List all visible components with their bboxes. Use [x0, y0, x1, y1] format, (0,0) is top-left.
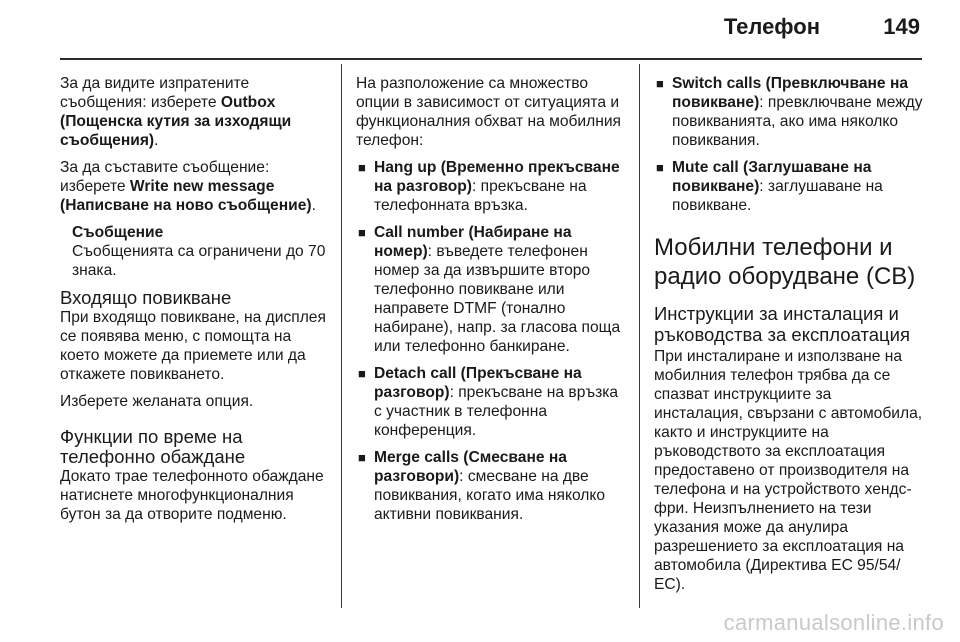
option-desc: : заглушаване на повикване.	[672, 178, 883, 214]
message-note	[60, 223, 328, 280]
outbox-end: .	[154, 132, 159, 149]
subsection-heading: Инструкции за инсталация и ръководства за експлоатация	[654, 303, 910, 345]
option-desc: : въведете телефонен номер за да извършите второ телефонно повикване или направете DTMF (тонално набиране), напр. за гласова поща или телефонно банкиране.	[374, 243, 621, 355]
list-item	[654, 74, 924, 150]
call-options-list	[356, 158, 624, 524]
bullet-icon: ■	[358, 366, 366, 381]
outbox-text: За да видите изпратените съобщения: изберете	[60, 75, 250, 111]
compose-text: За да съставите съобщение: изберете	[60, 159, 270, 195]
compose-paragraph	[60, 158, 328, 215]
message-note-title: Съобщение	[72, 224, 164, 241]
page-number: 149	[883, 14, 920, 39]
option-label: Switch calls (Превключване на повикване)	[672, 75, 909, 111]
list-item	[356, 223, 624, 356]
list-item	[654, 158, 924, 215]
message-note-text: Съобщенията са ограничени до 70 знака.	[72, 243, 326, 279]
option-label: Merge calls (Смесване на разговори)	[374, 449, 567, 485]
option-desc: : прекъсване на връзка с участник в телефонна конференция.	[374, 384, 619, 439]
bullet-icon: ■	[358, 225, 366, 240]
column-divider-2	[639, 64, 640, 608]
column-2	[356, 74, 624, 532]
bullet-icon: ■	[358, 160, 366, 175]
option-label: Mute call (Заглушаване на повикване)	[672, 159, 872, 195]
options-intro: На разположение са множество опции в зависимост от ситуацията и функционалния обхват на мобилния телефон:	[356, 75, 621, 149]
column-1	[60, 74, 328, 532]
compose-end: .	[311, 197, 316, 214]
incoming-call-heading: Входящо повикване	[60, 287, 232, 308]
list-item	[356, 364, 624, 440]
option-label: Call number (Набиране на номер)	[374, 224, 572, 260]
bullet-icon: ■	[656, 76, 664, 91]
during-call-text: Докато трае телефонното обаждане натиснете многофункционалния бутон за да отворите подменю.	[60, 468, 324, 523]
page-header-title: Телефон	[723, 14, 820, 39]
option-label: Detach call (Прекъсване на разговор)	[374, 365, 582, 401]
outbox-paragraph	[60, 74, 328, 150]
option-desc: : превключване между повикванията, ако има няколко повиквания.	[672, 94, 923, 149]
column-3	[654, 74, 924, 602]
option-label: Hang up (Временно прекъсване на разговор)	[374, 159, 620, 195]
column-divider-1	[341, 64, 342, 608]
header-rule	[60, 58, 922, 60]
watermark: carmanualsonline.info	[723, 610, 944, 635]
during-call-heading: Функции по време на телефонно обаждане	[60, 426, 246, 467]
section-heading: Мобилни телефони и радио оборудване (CB)	[654, 234, 916, 290]
compose-option: Write new message (Написване на ново съобщение)	[60, 178, 312, 214]
call-options-list-cont	[654, 74, 924, 215]
bullet-icon: ■	[358, 450, 366, 465]
list-item	[356, 448, 624, 524]
option-desc: : прекъсване на телефонната връзка.	[374, 178, 587, 214]
option-desc: : смесване на две повиквания, когато има няколко активни повиквания.	[374, 468, 606, 523]
list-item	[356, 158, 624, 215]
incoming-call-text: При входящо повикване, на дисплея се появява меню, с помощта на което можете да приемете или да откажете повикването.	[60, 309, 326, 383]
section-body: При инсталиране и използване на мобилния телефон трябва да се спазват инструкциите за инсталация, свързани с автомобила, както и инструкциите на ръководството за експлоатация предоставено от производителя на телефона и на устройството хендс-фри. Неизпълнението на тези указания може да анулира разрешението за експлоатация на автомобила (Директива EC 95/54/ EC).	[654, 348, 923, 593]
select-option-text: Изберете желаната опция.	[60, 393, 254, 410]
outbox-option: Outbox (Пощенска кутия за изходящи съобщения)	[60, 94, 292, 149]
bullet-icon: ■	[656, 160, 664, 175]
